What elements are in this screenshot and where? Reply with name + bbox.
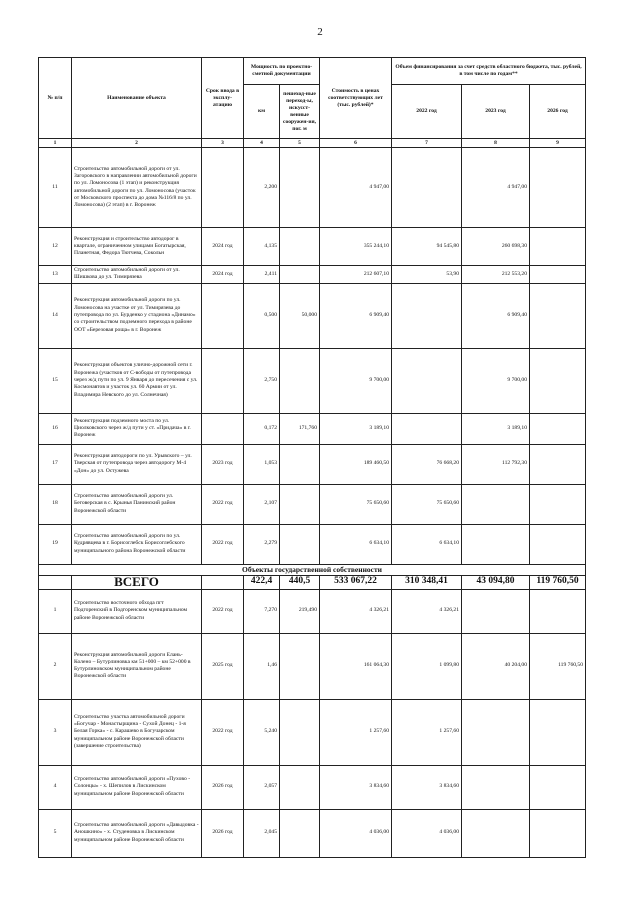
table-row [39, 444, 586, 484]
row-number: 17 [39, 444, 72, 484]
cost-value: 6 634,10 [320, 524, 392, 564]
object-name: Строительство автомобильной дороги ул. Беговерская в с. Крынья Панинский район Воронежской области [72, 484, 202, 524]
total-label: ВСЕГО [72, 575, 202, 589]
funding-2022: 1 257,60 [392, 699, 462, 765]
header-cost: Стоимость в ценах соответствующих лет (тыс. рублей)* [320, 58, 392, 139]
length-km: 2,057 [244, 765, 280, 809]
object-name: Строительство автомобильной дороги от ул. Шишкова до ул. Тимирязева [72, 266, 202, 284]
row-number: 12 [39, 228, 72, 266]
funding-2022: 1 099,80 [392, 633, 462, 699]
commissioning-term [202, 283, 244, 348]
row-number: 2 [39, 633, 72, 699]
commissioning-term: 2022 год [202, 699, 244, 765]
structures-length: 171,760 [280, 413, 320, 444]
funding-2023: 3 189,10 [462, 413, 530, 444]
header-year-2026: 2026 год [530, 85, 586, 139]
commissioning-term: 2022 год [202, 484, 244, 524]
length-km: 0,172 [244, 413, 280, 444]
table-row [39, 589, 586, 633]
funding-2023 [462, 699, 530, 765]
length-km: 2,045 [244, 809, 280, 857]
column-number: 6 [320, 139, 392, 148]
total-2026: 119 760,50 [530, 575, 586, 589]
column-number: 7 [392, 139, 462, 148]
funding-2022 [392, 148, 462, 228]
table-row [39, 699, 586, 765]
length-km: 2,279 [244, 524, 280, 564]
commissioning-term: 2023 год [202, 444, 244, 484]
column-number: 3 [202, 139, 244, 148]
commissioning-term: 2022 год [202, 524, 244, 564]
funding-2026: 119 760,50 [530, 633, 586, 699]
funding-2023: 212 553,20 [462, 266, 530, 284]
table-row [39, 484, 586, 524]
commissioning-term: 2024 год [202, 266, 244, 284]
column-number: 9 [530, 139, 586, 148]
structures-length [280, 809, 320, 857]
funding-2026 [530, 413, 586, 444]
column-number: 2 [72, 139, 202, 148]
row-number: 15 [39, 348, 72, 413]
table-row [39, 148, 586, 228]
structures-length [280, 228, 320, 266]
object-name: Строительство автомобильной дороги «Пухово - Солонцы» - х. Шепилов в Лискинском муниципальном районе Воронежской области [72, 765, 202, 809]
cost-value: 3 189,10 [320, 413, 392, 444]
header-object-name: Наименование объекта [72, 58, 202, 139]
header-meters: пешеход-ные переход-ы, искусст-венные сооружен-ия, пог. м [280, 85, 320, 139]
header-year-2022: 2022 год [392, 85, 462, 139]
object-name: Реконструкция подземного моста по ул. Циолковского через ж/д пути у ст. «Придача» в г. Воронеж [72, 413, 202, 444]
cost-value: 4 947,00 [320, 148, 392, 228]
header-capacity-group: Мощность по проектно-сметной документации [244, 58, 320, 85]
funding-2026 [530, 524, 586, 564]
funding-2022: 4 036,00 [392, 809, 462, 857]
length-km: 0,500 [244, 283, 280, 348]
row-number: 16 [39, 413, 72, 444]
object-name: Реконструкция автомобильной дороги по ул. Ломоносова на участке от ул. Тимирязева до путепровода по ул. Бурденко у стадиона «Динамо» со строительством подземного перехода в районе ООТ «Березовая роща» в г. Воронеж [72, 283, 202, 348]
structures-length [280, 348, 320, 413]
object-name: Строительство участка автомобильной дороги «Богучар - Монастырщина - Сухой Донец - 1-я Белая Горка» - с. Карашево в Богучарском муниципальном районе Воронежской области (завершение строительства) [72, 699, 202, 765]
header-funding-group: Объем финансирования за счет средств областного бюджета, тыс. рублей, в том числе по годам** [392, 58, 586, 85]
length-km: 2,107 [244, 484, 280, 524]
object-name: Строительство автомобильной дороги по ул. Кудрявцева в г. Борисоглебск Борисоглебского муниципального района Воронежской области [72, 524, 202, 564]
funding-2026 [530, 283, 586, 348]
total-row [39, 575, 586, 589]
cost-value: 212 607,10 [320, 266, 392, 284]
header-year-2023: 2023 год [462, 85, 530, 139]
total-2022: 310 348,41 [392, 575, 462, 589]
cost-value: 4 036,00 [320, 809, 392, 857]
commissioning-term: 2026 год [202, 809, 244, 857]
total-blank [202, 575, 244, 589]
structures-length [280, 148, 320, 228]
row-number: 14 [39, 283, 72, 348]
cost-value: 9 700,00 [320, 348, 392, 413]
structures-length [280, 444, 320, 484]
funding-2023 [462, 484, 530, 524]
funding-2022: 75 650,60 [392, 484, 462, 524]
funding-2022: 6 634,10 [392, 524, 462, 564]
funding-2026 [530, 444, 586, 484]
funding-2022: 4 326,21 [392, 589, 462, 633]
total-blank [39, 575, 72, 589]
commissioning-term: 2026 год [202, 765, 244, 809]
funding-2026 [530, 484, 586, 524]
cost-value: 1 257,60 [320, 699, 392, 765]
funding-2023: 40 204,00 [462, 633, 530, 699]
section-title: Объекты государственной собственности [39, 564, 586, 575]
objects-table [38, 57, 586, 858]
table-row [39, 348, 586, 413]
object-name: Строительство восточного обхода пгт Подгоренский в Подгоренском муниципальном районе Воронежской области [72, 589, 202, 633]
structures-length: 50,000 [280, 283, 320, 348]
funding-2026 [530, 348, 586, 413]
funding-2023 [462, 589, 530, 633]
table-row [39, 228, 586, 266]
funding-2026 [530, 699, 586, 765]
funding-2023 [462, 524, 530, 564]
table-row [39, 413, 586, 444]
section-row [39, 564, 586, 575]
structures-length [280, 699, 320, 765]
header-km: км [244, 85, 280, 139]
column-number: 8 [462, 139, 530, 148]
funding-2023: 4 947,00 [462, 148, 530, 228]
object-name: Реконструкция автомобильной дороги Елань-Колено – Бутурлиновка км 51+000 – км 52+000 в Бутурлиновском муниципальном районе Воронежской области [72, 633, 202, 699]
length-km: 7,270 [244, 589, 280, 633]
object-name: Реконструкция объектов улично-дорожной сети г. Воронежа (участков от С-вободы от путепровода через ж/д пути по ул. 9 Января до пересечения с ул. Космонавтов и участок ул. 60 Армии от ул. Владимира Невского до ул. Солнечная) [72, 348, 202, 413]
row-number: 4 [39, 765, 72, 809]
total-km: 422,4 [244, 575, 280, 589]
commissioning-term: 2024 год [202, 228, 244, 266]
table-row [39, 633, 586, 699]
funding-2023 [462, 809, 530, 857]
header-commissioning-term: Срок ввода в эксплу-атацию [202, 58, 244, 139]
structures-length [280, 633, 320, 699]
header-number: № п/п [39, 58, 72, 139]
commissioning-term: 2022 год [202, 589, 244, 633]
funding-2026 [530, 765, 586, 809]
length-km: 2,200 [244, 148, 280, 228]
funding-2023: 260 698,30 [462, 228, 530, 266]
funding-2026 [530, 809, 586, 857]
structures-length [280, 524, 320, 564]
funding-2022: 53,90 [392, 266, 462, 284]
row-number: 19 [39, 524, 72, 564]
length-km: 2,411 [244, 266, 280, 284]
funding-2026 [530, 266, 586, 284]
object-name: Строительство автомобильной дороги от ул. Загоровского в направлении автомобильной дороги по ул. Ломоносова (1 этап) и реконструкция автомобильной дороги по ул. Ломоносова (участок от Московского проспекта до дома №116/8 по ул. Ломоносова) (2 этап) в г. Воронеж [72, 148, 202, 228]
cost-value: 4 326,21 [320, 589, 392, 633]
structures-length [280, 266, 320, 284]
table-row [39, 283, 586, 348]
funding-2022 [392, 283, 462, 348]
funding-2026 [530, 589, 586, 633]
row-number: 13 [39, 266, 72, 284]
column-number: 1 [39, 139, 72, 148]
funding-2022 [392, 348, 462, 413]
commissioning-term [202, 413, 244, 444]
total-2023: 43 094,80 [462, 575, 530, 589]
length-km: 4,135 [244, 228, 280, 266]
structures-length [280, 765, 320, 809]
funding-2023: 9 700,00 [462, 348, 530, 413]
structures-length: 219,490 [280, 589, 320, 633]
object-name: Реконструкция и строительство автодорог в квартале, ограниченном улицами Богатырская, Планетная, Федора Тютчева, Сокольн [72, 228, 202, 266]
cost-value: 161 064,30 [320, 633, 392, 699]
cost-value: 75 650,60 [320, 484, 392, 524]
structures-length [280, 484, 320, 524]
column-number: 5 [280, 139, 320, 148]
row-number: 3 [39, 699, 72, 765]
table-row [39, 524, 586, 564]
row-number: 11 [39, 148, 72, 228]
cost-value: 3 834,60 [320, 765, 392, 809]
length-km: 1,46 [244, 633, 280, 699]
column-numbers-row [39, 139, 586, 148]
length-km: 1,053 [244, 444, 280, 484]
column-number: 4 [244, 139, 280, 148]
funding-2026 [530, 228, 586, 266]
funding-2026 [530, 148, 586, 228]
table-row [39, 266, 586, 284]
length-km: 5,240 [244, 699, 280, 765]
cost-value: 6 909,40 [320, 283, 392, 348]
row-number: 18 [39, 484, 72, 524]
page-number: 2 [317, 26, 323, 38]
funding-2022: 94 545,80 [392, 228, 462, 266]
funding-2022 [392, 413, 462, 444]
length-km: 2,750 [244, 348, 280, 413]
funding-2023: 6 909,40 [462, 283, 530, 348]
cost-value: 189 460,50 [320, 444, 392, 484]
total-cost: 533 067,22 [320, 575, 392, 589]
row-number: 1 [39, 589, 72, 633]
table-row [39, 765, 586, 809]
row-number: 5 [39, 809, 72, 857]
object-name: Реконструкция автодороги по ул. Урывского – ул. Тверская от путепровода через автодорогу М-4 «Дон» до ул. Остужева [72, 444, 202, 484]
commissioning-term: 2025 год [202, 633, 244, 699]
total-structures: 440,5 [280, 575, 320, 589]
funding-2022: 76 668,20 [392, 444, 462, 484]
object-name: Строительство автомобильной дороги «Давыдовка - Аношкино» - х. Студеновка в Лискинском муниципальном районе Воронежской области [72, 809, 202, 857]
commissioning-term [202, 148, 244, 228]
commissioning-term [202, 348, 244, 413]
cost-value: 355 244,10 [320, 228, 392, 266]
funding-2022: 3 834,60 [392, 765, 462, 809]
funding-2023: 112 792,30 [462, 444, 530, 484]
funding-2023 [462, 765, 530, 809]
table-row [39, 809, 586, 857]
